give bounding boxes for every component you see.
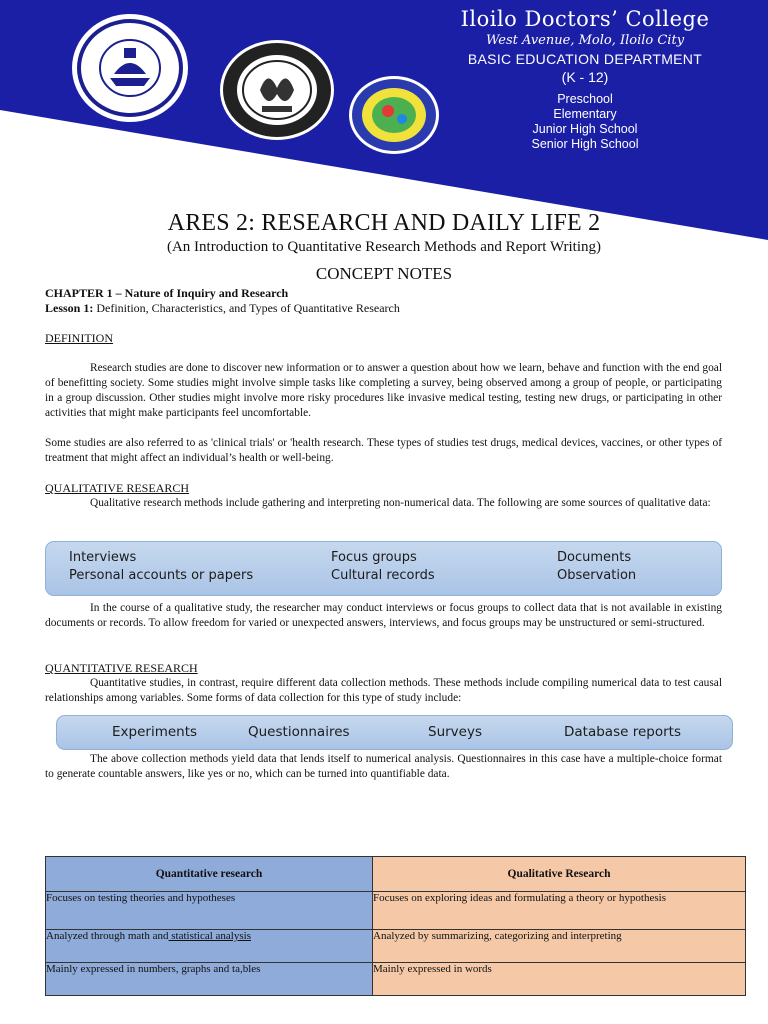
table-cell: Focuses on testing theories and hypotheses (46, 892, 373, 930)
lesson-heading (45, 301, 400, 316)
school-info (430, 6, 740, 152)
level-junior-high: Junior High School (532, 122, 638, 136)
method-item: Questionnaires (248, 724, 350, 740)
document-subtitle: (An Introduction to Quantitative Research Methods and Report Writing) (166, 239, 602, 255)
section-title: CONCEPT NOTES (315, 264, 453, 283)
column-header-qualitative: Qualitative Research (373, 857, 746, 892)
source-item: Focus groups (331, 550, 417, 565)
source-item: Personal accounts or papers (69, 568, 254, 583)
table-cell: Mainly expressed in words (373, 963, 746, 996)
source-item: Interviews (69, 550, 137, 565)
quantitative-heading: QUANTITATIVE RESEARCH (45, 661, 198, 675)
table-cell: Focuses on exploring ideas and formulating a theory or hypothesis (373, 892, 746, 930)
college-seal-logo (70, 12, 190, 124)
table-cell (46, 930, 373, 963)
document-title: ARES 2: RESEARCH AND DAILY LIFE 2 (167, 210, 601, 236)
method-item: Surveys (428, 724, 482, 740)
table-cell: Analyzed by summarizing, categorizing and interpreting (373, 930, 746, 963)
table-row (46, 930, 746, 963)
table-row (46, 963, 746, 996)
source-item: Observation (557, 568, 637, 583)
grade-range: (K - 12) (561, 69, 609, 85)
table-header-row (46, 857, 746, 892)
source-item: Documents (557, 550, 632, 565)
comparison-table (45, 856, 746, 996)
definition-paragraph-2: Some studies are also referred to as 'clinical trials' or 'health research. These types of studies test drugs, medical devices, vaccines, or other types of treatment that might affect an individual’s health or well-being. (45, 437, 722, 464)
level-preschool: Preschool (557, 92, 613, 106)
chapter-heading: CHAPTER 1 – Nature of Inquiry and Research (45, 286, 289, 300)
statistical-analysis-link: statistical analysis (168, 930, 251, 942)
definition-heading: DEFINITION (45, 331, 113, 345)
level-elementary: Elementary (553, 107, 617, 121)
method-item: Experiments (112, 724, 198, 740)
quantitative-follow-paragraph: The above collection methods yield data that lends itself to numerical analysis. Questionnaires in this case have a multiple-choice format to generate countable answers, like yes or no, which can be turned into quantifiable data. (45, 753, 722, 780)
qualitative-sources-box (45, 541, 722, 596)
definition-paragraph-1: Research studies are done to discover new information or to answer a question about how we learn, behave and function with the end goal of benefitting society. Some studies might involve simple tasks like completing a survey, being observed among a group of people, or participating in a group discussion. Other studies might involve more risky procedures like invasive medical testing, testing new drugs, or participating in other activities that might make participants feel uncomfortable. (45, 362, 722, 419)
department-name: BASIC EDUCATION DEPARTMENT (467, 51, 703, 67)
qualitative-heading: QUALITATIVE RESEARCH (45, 481, 190, 495)
school-address: West Avenue, Molo, Iloilo City (485, 33, 685, 48)
lesson-label: Lesson 1: (45, 301, 94, 315)
cell-text: Analyzed through math and (46, 930, 169, 942)
qualitative-follow-paragraph: In the course of a qualitative study, the researcher may conduct interviews or focus groups to collect data that is not available in existing documents or records. To allow freedom for varied or unexpected answers, interviews, and focus groups may be unstructured or semi-structured. (45, 602, 722, 629)
source-item: Cultural records (331, 568, 435, 583)
lesson-text: Definition, Characteristics, and Types of Quantitative Research (93, 301, 400, 315)
method-item: Database reports (564, 724, 681, 740)
column-header-quantitative: Quantitative research (46, 857, 373, 892)
quantitative-methods-box (56, 715, 733, 750)
quantitative-intro: Quantitative studies, in contrast, require different data collection methods. These methods include compiling numerical data to test causal relationships among variables. Some forms of data collection for this type of study include: (45, 677, 722, 704)
basic-education-seal-logo (218, 38, 336, 142)
table-row (46, 892, 746, 930)
school-emblem-logo (348, 75, 440, 155)
school-name: Iloilo Doctors’ College (460, 7, 710, 31)
qualitative-intro: Qualitative research methods include gathering and interpreting non-numerical data. The following are some sources of qualitative data: (90, 497, 711, 509)
table-cell: Mainly expressed in numbers, graphs and ta,bles (46, 963, 373, 996)
level-senior-high: Senior High School (531, 137, 639, 151)
